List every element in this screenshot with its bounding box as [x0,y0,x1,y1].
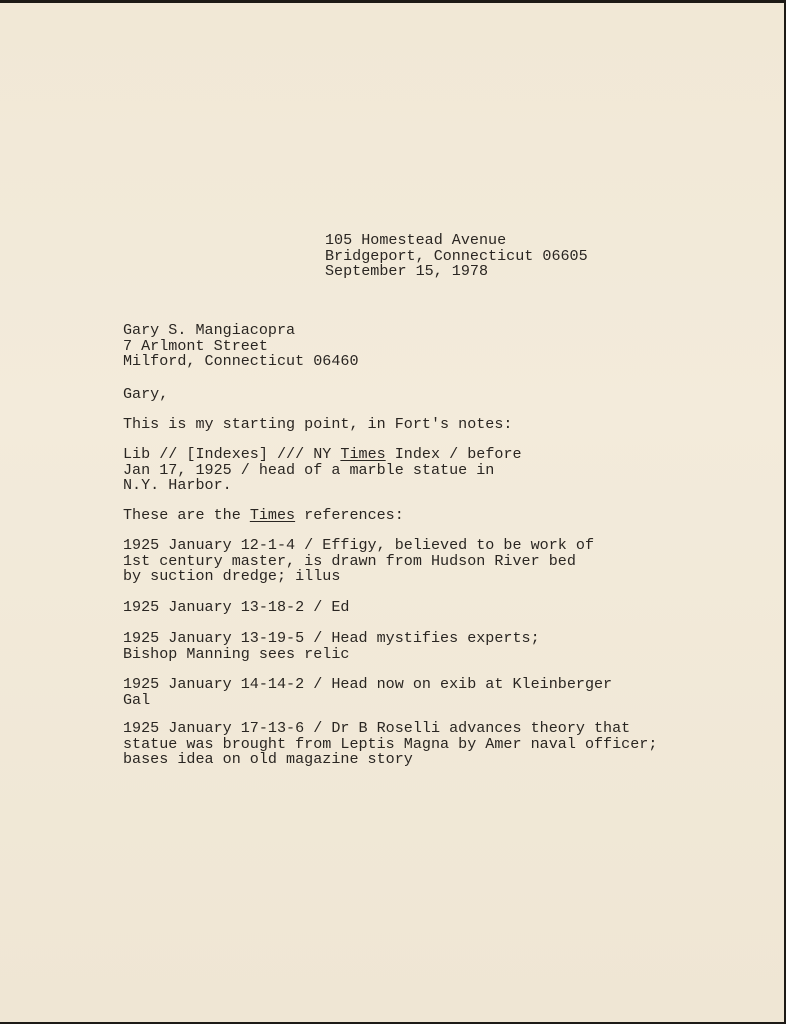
reference-line: 1925 January 13-18-2 / Ed [123,598,350,616]
reference-1 [123,538,594,585]
reference-line: Bishop Manning sees relic [123,644,350,663]
letter-page [0,3,784,1022]
salutation [123,387,168,403]
note-line-2: Jan 17, 1925 / head of a marble statue in [123,460,495,479]
reference-line: by suction dredge; illus [123,567,341,585]
salutation-text: Gary, [123,385,169,403]
fort-note [123,447,522,494]
refs-text: references: [295,506,404,524]
sender-city: Bridgeport, Connecticut 06605 [325,246,588,265]
reference-line: statue was brought from Leptis Magna by Amer naval officer; [123,734,658,753]
reference-line: 1925 January 17-13-6 / Dr B Roselli advances theory that [123,719,631,737]
refs-line [123,508,404,524]
reference-3 [123,631,540,662]
reference-line: 1st century master, is drawn from Hudson River bed [123,551,576,570]
reference-2 [123,600,349,616]
recipient-city: Milford, Connecticut 06460 [123,352,359,370]
note-text: Index / before [385,445,522,463]
reference-line: 1925 January 14-14-2 / Head now on exib at Kleinberger [123,675,613,693]
reference-4 [123,677,612,708]
note-underlined: Times [340,445,386,463]
intro-paragraph [123,417,512,433]
references-intro [123,508,404,524]
recipient-name: Gary S. Mangiacopra [123,321,296,339]
recipient-street: 7 Arlmont Street [123,336,268,355]
sender-street: 105 Homestead Avenue [325,231,507,249]
reference-line: 1925 January 13-19-5 / Head mystifies experts; [123,629,540,647]
recipient-address [123,323,359,370]
intro-text: This is my starting point, in Fort's notes: [123,415,513,433]
refs-underlined: Times [249,506,296,524]
reference-5 [123,721,657,768]
sender-address [325,233,588,280]
refs-text: These are the [123,506,250,524]
reference-line: 1925 January 12-1-4 / Effigy, believed to be work of [123,536,595,554]
reference-line: bases idea on old magazine story [123,750,413,768]
note-text: Lib // [Indexes] /// NY [123,445,341,463]
note-line-3: N.Y. Harbor. [123,476,232,494]
reference-line: Gal [123,690,151,709]
letter-date: September 15, 1978 [325,262,489,280]
